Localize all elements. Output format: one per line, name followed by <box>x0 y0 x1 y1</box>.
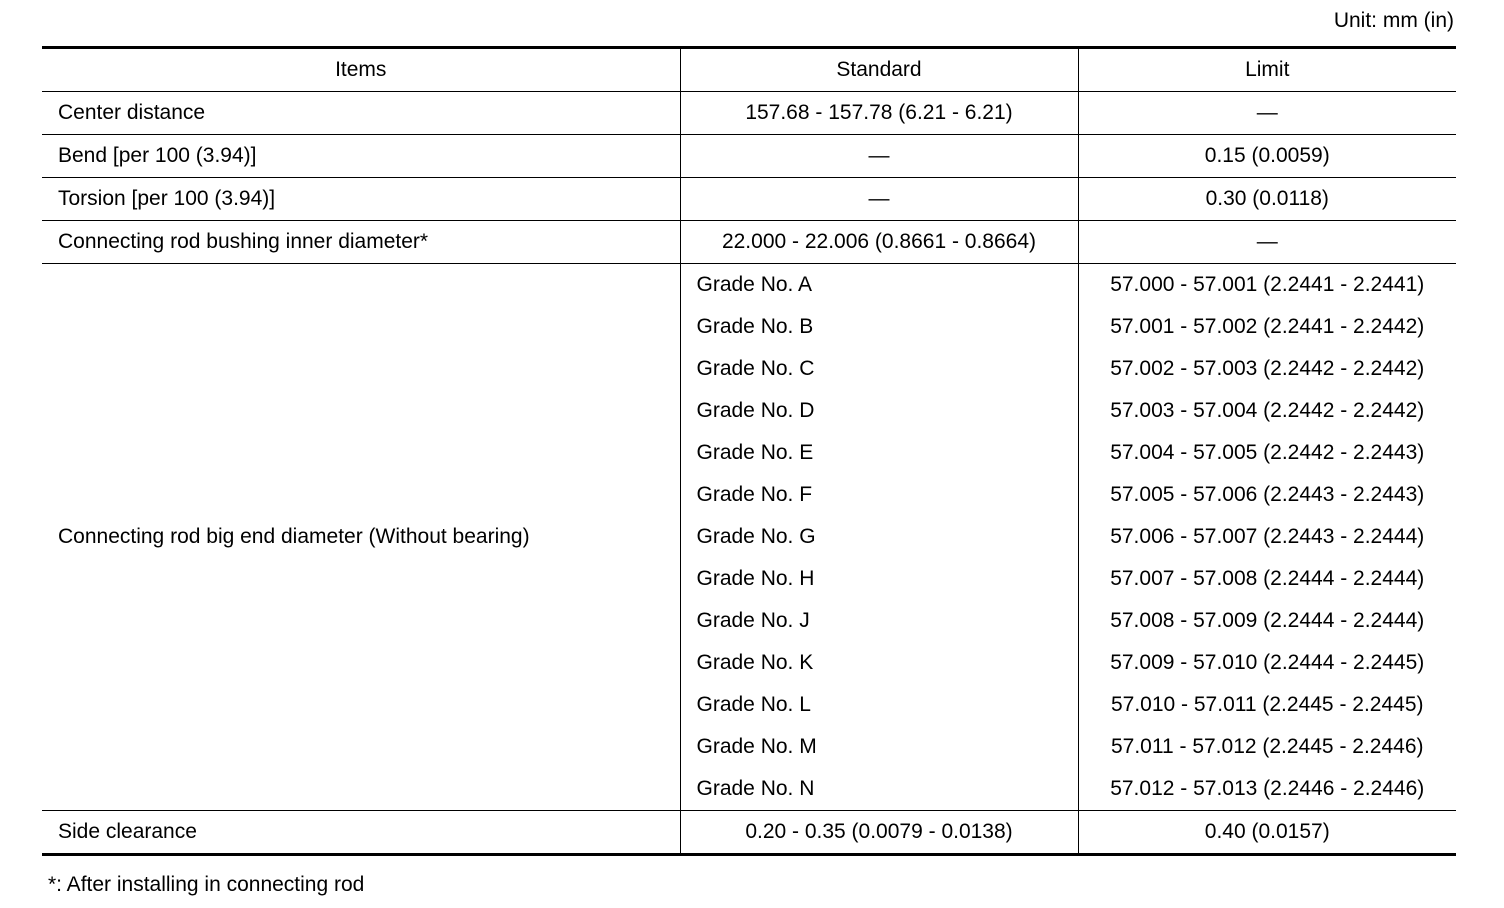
connecting-rod-spec-table <box>42 46 1456 856</box>
header-standard: Standard <box>680 48 1078 92</box>
grade-value: 57.008 - 57.009 (2.2444 - 2.2444) <box>1078 600 1456 642</box>
grade-label: Grade No. A <box>680 264 1078 307</box>
grade-label: Grade No. E <box>680 432 1078 474</box>
grade-row <box>42 264 1456 307</box>
grade-value: 57.000 - 57.001 (2.2441 - 2.2441) <box>1078 264 1456 307</box>
grade-label: Grade No. M <box>680 726 1078 768</box>
grade-value: 57.006 - 57.007 (2.2443 - 2.2444) <box>1078 516 1456 558</box>
row-item: Bend [per 100 (3.94)] <box>42 135 680 178</box>
table-row <box>42 92 1456 135</box>
row-standard: — <box>680 135 1078 178</box>
grade-label: Grade No. N <box>680 768 1078 811</box>
footnote: *: After installing in connecting rod <box>48 873 365 896</box>
grade-label: Grade No. F <box>680 474 1078 516</box>
row-standard: 0.20 - 0.35 (0.0079 - 0.0138) <box>680 811 1078 855</box>
grade-value: 57.001 - 57.002 (2.2441 - 2.2442) <box>1078 306 1456 348</box>
grade-label: Grade No. H <box>680 558 1078 600</box>
grade-label: Grade No. C <box>680 348 1078 390</box>
header-items: Items <box>42 48 680 92</box>
row-limit: — <box>1078 221 1456 264</box>
grade-label: Grade No. G <box>680 516 1078 558</box>
table-row <box>42 221 1456 264</box>
grade-label: Grade No. L <box>680 684 1078 726</box>
grade-value: 57.004 - 57.005 (2.2442 - 2.2443) <box>1078 432 1456 474</box>
row-limit: 0.30 (0.0118) <box>1078 178 1456 221</box>
grade-value: 57.002 - 57.003 (2.2442 - 2.2442) <box>1078 348 1456 390</box>
grade-label: Grade No. K <box>680 642 1078 684</box>
row-item: Torsion [per 100 (3.94)] <box>42 178 680 221</box>
row-standard: 22.000 - 22.006 (0.8661 - 0.8664) <box>680 221 1078 264</box>
big-end-item: Connecting rod big end diameter (Without bearing) <box>42 264 680 811</box>
grade-value: 57.009 - 57.010 (2.2444 - 2.2445) <box>1078 642 1456 684</box>
row-item: Connecting rod bushing inner diameter* <box>42 221 680 264</box>
grade-label: Grade No. B <box>680 306 1078 348</box>
grade-label: Grade No. D <box>680 390 1078 432</box>
grade-value: 57.005 - 57.006 (2.2443 - 2.2443) <box>1078 474 1456 516</box>
row-limit: 0.40 (0.0157) <box>1078 811 1456 855</box>
table-row <box>42 811 1456 855</box>
row-standard: 157.68 - 157.78 (6.21 - 6.21) <box>680 92 1078 135</box>
grade-value: 57.003 - 57.004 (2.2442 - 2.2442) <box>1078 390 1456 432</box>
row-limit: 0.15 (0.0059) <box>1078 135 1456 178</box>
table-row <box>42 135 1456 178</box>
grade-value: 57.007 - 57.008 (2.2444 - 2.2444) <box>1078 558 1456 600</box>
table-row <box>42 178 1456 221</box>
grade-value: 57.011 - 57.012 (2.2445 - 2.2446) <box>1078 726 1456 768</box>
grade-value: 57.010 - 57.011 (2.2445 - 2.2445) <box>1078 684 1456 726</box>
header-row <box>42 48 1456 92</box>
row-standard: — <box>680 178 1078 221</box>
header-limit: Limit <box>1078 48 1456 92</box>
row-item: Center distance <box>42 92 680 135</box>
unit-label: Unit: mm (in) <box>1333 9 1454 32</box>
grade-value: 57.012 - 57.013 (2.2446 - 2.2446) <box>1078 768 1456 811</box>
grade-label: Grade No. J <box>680 600 1078 642</box>
row-limit: — <box>1078 92 1456 135</box>
row-item: Side clearance <box>42 811 680 855</box>
